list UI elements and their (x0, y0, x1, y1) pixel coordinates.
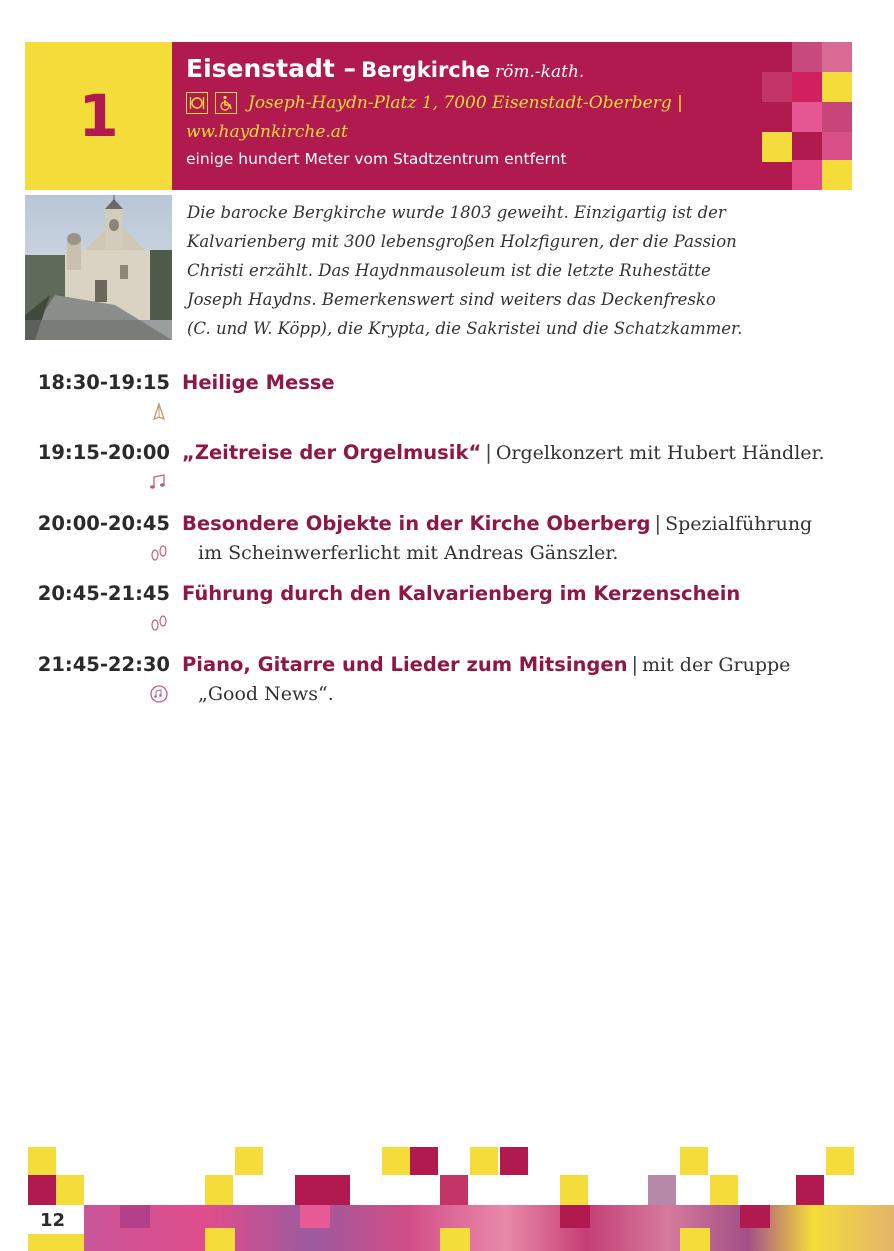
distance-note: einige hundert Meter vom Stadtzentrum entfernt (186, 150, 567, 168)
deco-square (710, 1175, 738, 1205)
food-icon (186, 92, 208, 114)
deco-square (796, 1175, 824, 1205)
description-line: Christi erzählt. Das Haydnmausoleum ist die letzte Ruhestätte (187, 261, 711, 280)
deco-square (822, 132, 852, 162)
confession-label: röm.-kath. (495, 62, 585, 82)
deco-square (792, 72, 822, 102)
station-number: 1 (25, 42, 172, 190)
program-time: 20:00-20:45 (37, 512, 170, 535)
program-desc: Spezialführung (665, 513, 813, 535)
program-time: 21:45-22:30 (37, 653, 170, 676)
deco-square (740, 1205, 770, 1228)
page-number: 12 (28, 1206, 84, 1234)
deco-square (440, 1228, 470, 1251)
deco-square (762, 132, 792, 162)
deco-square (28, 1234, 84, 1251)
praying-hands-icon (148, 401, 170, 423)
program-title: Besondere Objekte in der Kirche Oberberg (182, 512, 651, 535)
program-desc: mit der Gruppe (642, 654, 791, 676)
deco-square (205, 1228, 235, 1251)
program-title: Heilige Messe (182, 371, 335, 394)
deco-square (500, 1147, 528, 1175)
deco-square (648, 1175, 676, 1205)
address-text: Joseph-Haydn-Platz 1, 7000 Eisenstadt-Oberberg | (248, 93, 683, 113)
program-title-line (182, 512, 812, 535)
deco-square (295, 1175, 350, 1205)
deco-square (235, 1147, 263, 1175)
address-line (186, 92, 683, 114)
separator: | (654, 512, 662, 535)
church-description (187, 198, 827, 343)
deco-square (680, 1147, 708, 1175)
deco-square (28, 1175, 56, 1205)
smile-music-icon (148, 683, 170, 705)
program-title: Führung durch den Kalvarienberg im Kerzenschein (182, 582, 741, 605)
program-title-line (182, 441, 825, 464)
deco-square (300, 1205, 330, 1228)
station-header (25, 42, 852, 190)
deco-square (822, 160, 852, 190)
program-desc-continued: im Scheinwerferlicht mit Andreas Gänszler. (198, 542, 619, 564)
deco-square (792, 42, 822, 72)
deco-square (56, 1175, 84, 1205)
header-banner (172, 42, 852, 190)
title-city: Eisenstadt – (186, 54, 357, 83)
deco-square (382, 1147, 410, 1175)
description-line: Joseph Haydns. Bemerkenswert sind weiters das Deckenfresko (187, 290, 716, 309)
description-line: Kalvarienberg mit 300 lebensgroßen Holzfiguren, der die Passion (187, 232, 737, 251)
deco-square (120, 1205, 150, 1228)
deco-square (440, 1175, 468, 1205)
description-line: (C. und W. Köpp), die Krypta, die Sakristei und die Schatzkammer. (187, 319, 743, 338)
program-time: 19:15-20:00 (37, 441, 170, 464)
footsteps-icon (148, 612, 170, 634)
church-photo (25, 195, 172, 340)
deco-square (560, 1175, 588, 1205)
music-icon (148, 471, 170, 493)
program-title-line (182, 653, 790, 676)
separator: | (631, 653, 639, 676)
separator: | (485, 441, 492, 464)
deco-square (792, 160, 822, 190)
footsteps-icon (148, 542, 170, 564)
station-title (186, 54, 584, 83)
program-time: 18:30-19:15 (37, 371, 170, 394)
title-church: Bergkirche (361, 58, 490, 82)
deco-square (560, 1205, 590, 1228)
deco-square (792, 102, 822, 132)
deco-square (28, 1147, 56, 1175)
deco-square (762, 72, 792, 102)
program-desc-continued: „Good News“. (198, 683, 334, 705)
website-link[interactable]: ww.haydnkirche.at (186, 122, 348, 142)
deco-square (822, 42, 852, 72)
deco-square (680, 1228, 710, 1251)
program-title: Piano, Gitarre und Lieder zum Mitsingen (182, 653, 628, 676)
deco-square (822, 72, 852, 102)
wheelchair-icon (215, 92, 237, 114)
description-line: Die barocke Bergkirche wurde 1803 geweiht. Einzigartig ist der (187, 203, 726, 222)
deco-square (410, 1147, 438, 1175)
program-desc: Orgelkonzert mit Hubert Händler. (495, 442, 825, 464)
deco-square (470, 1147, 498, 1175)
deco-square (826, 1147, 854, 1175)
program-title: „Zeitreise der Orgelmusik“ (182, 441, 482, 464)
program-time: 20:45-21:45 (37, 582, 170, 605)
deco-square (822, 102, 852, 132)
deco-square (205, 1175, 233, 1205)
